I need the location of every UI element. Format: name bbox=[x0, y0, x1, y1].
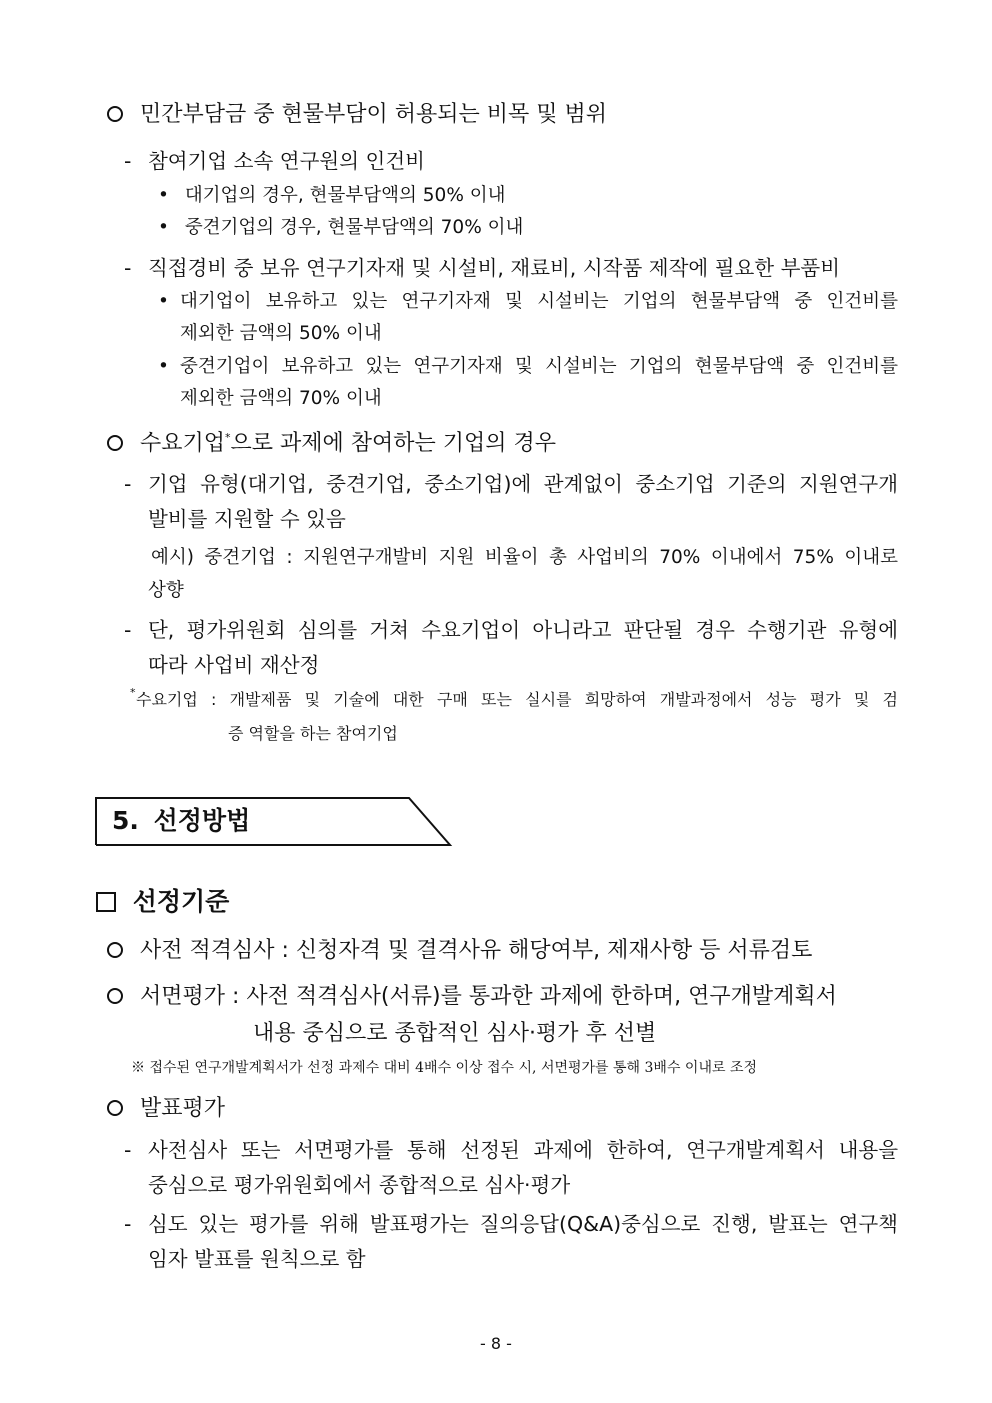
dash-item-continuation: 중심으로 평가위원회에서 종합적으로 심사·평가 bbox=[148, 1173, 571, 1197]
dash-item-text: 기업 유형(대기업, 중견기업, 중소기업)에 관계없이 중소기업 기준의 지원연구개 bbox=[148, 472, 898, 496]
bullet-item-continuation: 제외한 금액의 70% 이내 bbox=[180, 388, 382, 409]
circle-item-document-review bbox=[107, 986, 837, 1008]
circle-item-text: 발표평가 bbox=[140, 1096, 226, 1121]
dash-item-text: 직접경비 중 보유 연구기자재 및 시설비, 재료비, 시작품 제작에 필요한 부품비 bbox=[147, 256, 841, 280]
bullet-item-text: 대기업의 경우, 현물부담액의 50% 이내 bbox=[184, 185, 506, 206]
bullet-item-continuation: 제외한 금액의 50% 이내 bbox=[180, 323, 382, 344]
dash-item-continuation: 임자 발표를 원칙으로 함 bbox=[148, 1247, 366, 1271]
circle-bullet-icon bbox=[107, 988, 123, 1004]
dash-mark: - bbox=[124, 256, 132, 280]
circle-item-demand-company bbox=[107, 432, 556, 455]
dash-mark: - bbox=[124, 149, 132, 173]
footnote-marker: * bbox=[130, 686, 136, 699]
dash-item-direct-expense bbox=[124, 258, 840, 279]
dash-mark: - bbox=[124, 1212, 132, 1236]
circle-item-continuation: 내용 중심으로 종합적인 심사·평가 후 선별 bbox=[253, 1021, 657, 1046]
dash-item-researcher-cost bbox=[124, 151, 425, 172]
bullet-item-text: 중견기업이 보유하고 있는 연구기자재 및 시설비는 기업의 현물부담액 중 인건비를 bbox=[180, 356, 898, 377]
bullet-item-large-corp-equipment bbox=[158, 293, 898, 312]
circle-item-text: 사전 적격심사 : 신청자격 및 결격사유 해당여부, 제재사항 등 서류검토 bbox=[140, 938, 813, 963]
section-heading bbox=[112, 808, 250, 833]
dash-item-reassessment bbox=[124, 620, 898, 641]
dash-mark: - bbox=[124, 618, 132, 642]
bullet-item-text: 대기업이 보유하고 있는 연구기자재 및 시설비는 기업의 현물부담액 중 인건비를 bbox=[180, 291, 898, 312]
circle-item-text-a: 수요기업 bbox=[140, 431, 226, 456]
circle-bullet-icon bbox=[107, 942, 123, 958]
section-number: 5. bbox=[112, 806, 139, 835]
circle-item-text: 서면평가 : 사전 적격심사(서류)를 통과한 과제에 한하며, 연구개발계획서 bbox=[140, 984, 837, 1009]
circle-bullet-icon bbox=[107, 435, 123, 451]
dash-mark: - bbox=[124, 1138, 132, 1162]
section-title: 선정방법 bbox=[153, 806, 251, 835]
bullet-item-large-corp bbox=[158, 187, 506, 206]
circle-item-text-b: 으로 과제에 참여하는 기업의 경우 bbox=[230, 431, 557, 456]
dash-item-text: 단, 평가위원회 심의를 거쳐 수요기업이 아니라고 판단될 경우 수행기관 유형에 bbox=[148, 618, 898, 642]
circle-bullet-icon bbox=[107, 1100, 123, 1116]
circle-item-text: 민간부담금 중 현물부담이 허용되는 비목 및 범위 bbox=[140, 102, 608, 127]
dash-mark: - bbox=[124, 472, 132, 496]
footnote bbox=[130, 686, 898, 709]
circle-item-inkind bbox=[107, 104, 607, 126]
page-number: - 8 - bbox=[480, 1334, 512, 1353]
footnote-text: 수요기업 : 개발제품 및 기술에 대한 구매 또는 실시를 희망하여 개발과정에서 성능 평가 및 검 bbox=[136, 690, 898, 709]
dash-item-text: 사전심사 또는 서면평가를 통해 선정된 과제에 한하여, 연구개발계획서 내용을 bbox=[148, 1138, 898, 1162]
criteria-heading-text: 선정기준 bbox=[132, 887, 230, 916]
criteria-heading bbox=[96, 889, 229, 914]
dash-item-continuation: 따라 사업비 재산정 bbox=[148, 653, 320, 677]
bullet-mark: • bbox=[158, 356, 169, 377]
circle-bullet-icon bbox=[107, 106, 123, 122]
reference-note: ※ 접수된 연구개발계획서가 선정 과제수 대비 4배수 이상 접수 시, 서면평가를 통해 3배수 이내로 조정 bbox=[131, 1060, 758, 1076]
dash-item-presentation-scope bbox=[124, 1140, 898, 1161]
dash-item-text: 참여기업 소속 연구원의 인건비 bbox=[147, 149, 425, 173]
circle-item-presentation bbox=[107, 1098, 225, 1120]
example-continuation: 상향 bbox=[148, 580, 184, 601]
example-note bbox=[151, 549, 898, 568]
bullet-mark: • bbox=[158, 217, 169, 238]
dash-item-sme-standard bbox=[124, 474, 898, 495]
example-text: 예시) 중견기업 : 지원연구개발비 지원 비율이 총 사업비의 70% 이내에서 75% 이내로 bbox=[151, 547, 898, 568]
bullet-mark: • bbox=[158, 185, 169, 206]
dash-item-text: 심도 있는 평가를 위해 발표평가는 질의응답(Q&A)중심으로 진행, 발표는 연구책 bbox=[148, 1212, 898, 1236]
circle-item-pre-screening bbox=[107, 940, 812, 962]
square-bullet-icon bbox=[96, 892, 116, 912]
footnote-continuation: 증 역할을 하는 참여기업 bbox=[228, 724, 398, 743]
bullet-item-midsize-corp bbox=[158, 219, 523, 238]
bullet-item-midsize-corp-equipment bbox=[158, 358, 898, 377]
footnote-marker: * bbox=[225, 431, 231, 444]
bullet-mark: • bbox=[158, 291, 169, 312]
dash-item-qa-format bbox=[124, 1214, 898, 1235]
bullet-item-text: 중견기업의 경우, 현물부담액의 70% 이내 bbox=[184, 217, 524, 238]
dash-item-continuation: 발비를 지원할 수 있음 bbox=[148, 507, 346, 531]
